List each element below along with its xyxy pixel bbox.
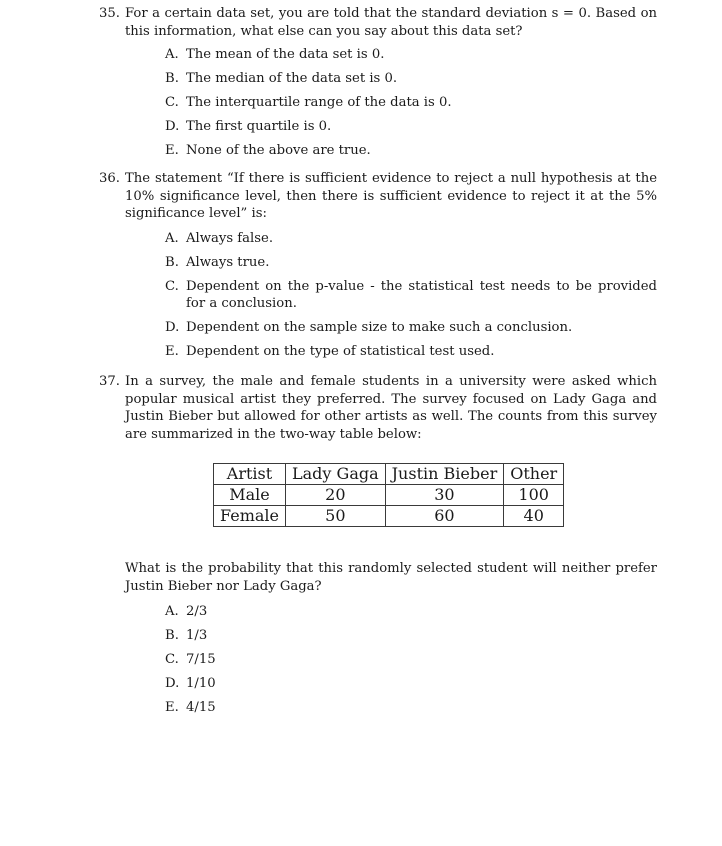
option-text: Dependent on the sample size to make such a conclusion.: [186, 320, 573, 335]
option-text: The mean of the data set is 0.: [186, 47, 385, 62]
option-text: 4/15: [186, 699, 216, 715]
option-letter: E.: [165, 143, 179, 158]
question-36: [99, 170, 657, 361]
question-text: The statement “If there is sufficient evidence to reject a null hypothesis at the 10% significance level, then there is sufficient evidence to reject it at the 5% significance level” is:: [125, 171, 657, 221]
option-text: Always false.: [186, 230, 274, 246]
option-letter: A.: [165, 604, 179, 619]
option-text: The first quartile is 0.: [186, 119, 332, 134]
table-header-cell: Justin Bieber: [385, 464, 504, 485]
option-text: The interquartile range of the data is 0.: [186, 95, 452, 110]
question-number: 35.: [99, 6, 120, 21]
answer-option-c: [165, 278, 657, 313]
option-letter: B.: [165, 254, 179, 270]
answer-option-e: [165, 699, 216, 717]
option-text: Dependent on the p-value - the statistical test needs to be provided for a conclusion.: [186, 278, 657, 311]
option-letter: E.: [165, 344, 179, 359]
option-letter: C.: [165, 95, 179, 110]
table-header-row: [214, 464, 564, 485]
answer-option-b: [165, 254, 657, 272]
option-letter: A.: [165, 47, 179, 62]
answer-option-a: [165, 230, 657, 248]
answer-option-d: [165, 319, 657, 337]
option-text: The median of the data set is 0.: [186, 71, 398, 86]
option-letter: A.: [165, 230, 179, 246]
table-header-cell: Other: [504, 464, 564, 485]
option-letter: D.: [165, 119, 180, 134]
option-text: 7/15: [186, 651, 216, 667]
table-cell: 40: [504, 506, 564, 527]
option-text: None of the above are true.: [186, 143, 371, 158]
table-header-cell: Lady Gaga: [286, 464, 386, 485]
option-text: 1/3: [186, 627, 208, 643]
table-cell: 100: [504, 485, 564, 506]
answer-option-a: [165, 603, 216, 621]
option-letter: D.: [165, 320, 180, 335]
question-37-followup: What is the probability that this randomly selected student will neither prefer Justin Bieber nor Lady Gaga?: [125, 561, 657, 594]
answer-option-b: [165, 627, 216, 645]
answer-option-d: [165, 675, 216, 693]
option-text: Always true.: [186, 254, 270, 270]
answer-option-d: [165, 118, 657, 136]
answer-option-e: [165, 343, 657, 361]
question-text: In a survey, the male and female students in a university were asked which popular musical artist they preferred. The survey focused on Lady Gaga and Justin Bieber but allowed for other artists as well. The counts from this survey are summarized in the two-way table below:: [125, 374, 657, 442]
question-text: For a certain data set, you are told that the standard deviation s = 0. Based on this information, what else can you say about this data set?: [125, 6, 657, 39]
table-cell: 30: [385, 485, 504, 506]
option-text: 1/10: [186, 675, 216, 691]
question-37: [99, 373, 657, 443]
option-letter: D.: [165, 675, 180, 691]
answer-options: [165, 230, 657, 361]
answer-options: [165, 46, 657, 160]
option-letter: B.: [165, 627, 179, 643]
question-number: 36.: [99, 171, 120, 186]
answer-option-c: [165, 651, 216, 669]
answer-option-b: [165, 70, 657, 88]
table-cell: 60: [385, 506, 504, 527]
table-cell: 20: [286, 485, 386, 506]
answer-option-a: [165, 46, 657, 64]
answer-option-c: [165, 94, 657, 112]
table-row: [214, 485, 564, 506]
option-text: Dependent on the type of statistical test used.: [186, 344, 495, 359]
answer-options: [165, 603, 216, 716]
option-text: 2/3: [186, 604, 208, 619]
table-row: [214, 506, 564, 527]
table-cell: 50: [286, 506, 386, 527]
table-row-label: Female: [214, 506, 286, 527]
two-way-table: [213, 463, 564, 527]
question-number: 37.: [99, 374, 120, 389]
question-35: [99, 5, 657, 160]
table-row-label: Male: [214, 485, 286, 506]
option-letter: B.: [165, 71, 179, 86]
option-letter: E.: [165, 699, 179, 715]
option-letter: C.: [165, 651, 179, 667]
answer-option-e: [165, 142, 657, 160]
option-letter: C.: [165, 278, 179, 294]
table-header-cell: Artist: [214, 464, 286, 485]
